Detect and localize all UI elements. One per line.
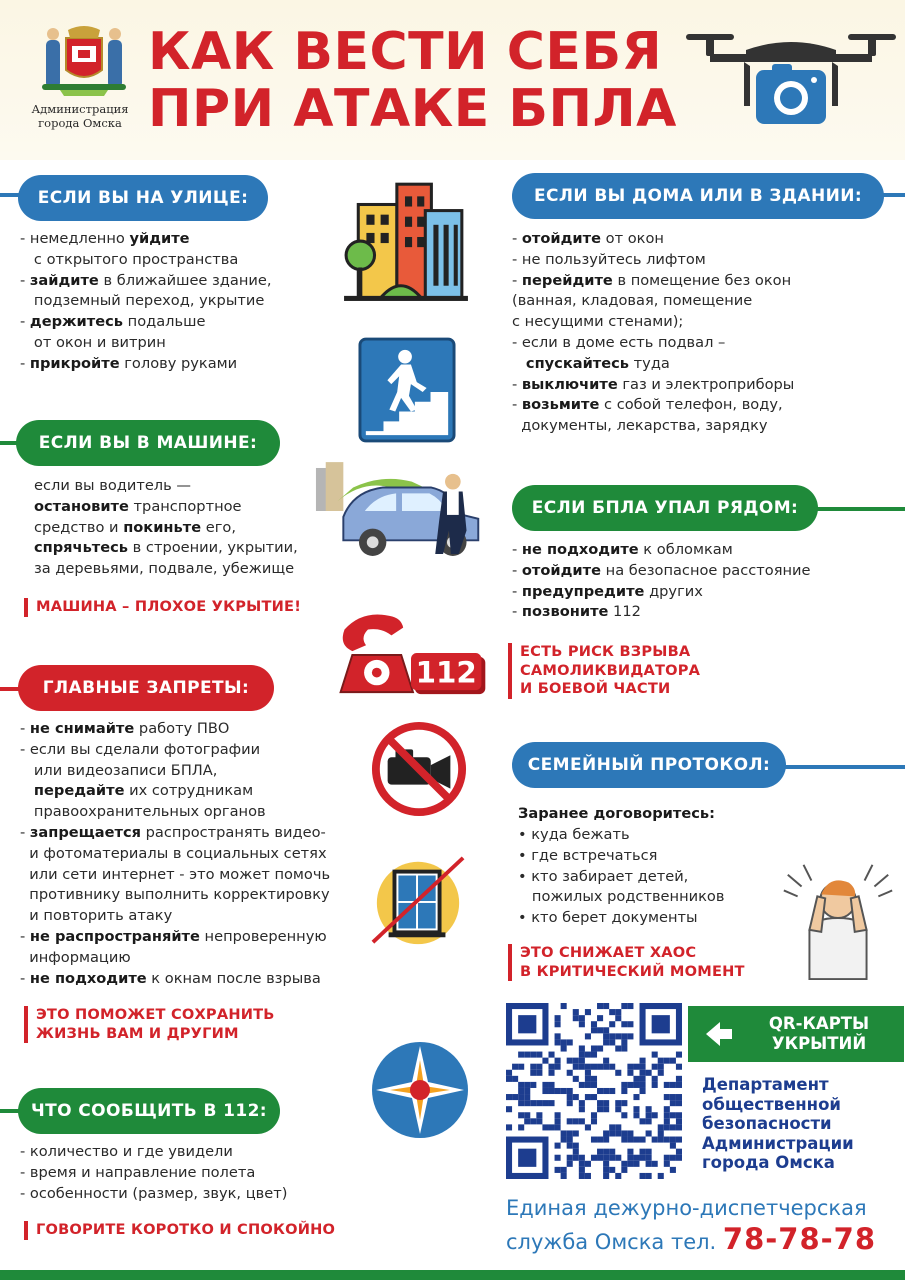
bans-section-title: ГЛАВНЫЕ ЗАПРЕТЫ: xyxy=(18,665,274,711)
list-item: средство и покиньте его, xyxy=(34,518,236,536)
list-item: подземный переход, укрытие xyxy=(20,292,265,310)
list-item: - отойдите от окон xyxy=(512,230,664,247)
dispatch-phone-number[interactable]: 78-78-78 xyxy=(722,1222,877,1256)
list-item: пожилых родственников xyxy=(518,888,725,906)
bans-warning-line-2: ЖИЗНЬ ВАМ И ДРУГИМ xyxy=(36,1024,239,1042)
car-section-title: ЕСЛИ ВЫ В МАШИНЕ: xyxy=(16,420,280,466)
home-list xyxy=(512,229,794,437)
family-lead: Заранее договоритесь: xyxy=(518,805,715,822)
bans-warning-line-1: ЭТО ПОМОЖЕТ СОХРАНИТЬ xyxy=(36,1006,275,1023)
list-item: • куда бежать xyxy=(518,826,630,843)
list-item: и фотоматериалы в социальных сетях xyxy=(20,844,327,862)
drone-camera-icon xyxy=(686,24,896,134)
list-item: • кто берет документы xyxy=(518,909,698,927)
scared-person-icon xyxy=(774,860,902,980)
list-item: противнику выполнить корректировку xyxy=(20,886,330,904)
fallen-warning xyxy=(508,643,700,699)
car-list xyxy=(34,476,298,580)
list-item: или сети интернет - это может помочь xyxy=(20,865,331,883)
list-item: документы, лекарства, зарядку xyxy=(512,417,768,435)
qr-code[interactable] xyxy=(506,1003,682,1179)
city-buildings-icon xyxy=(340,172,472,304)
list-item: - зайдите в ближайшее здание, xyxy=(20,271,272,289)
page-title xyxy=(148,24,688,138)
fallen-section-title: ЕСЛИ БПЛА УПАЛ РЯДОМ: xyxy=(512,485,818,531)
list-item: - количество и где увидели xyxy=(20,1143,233,1160)
car-warning: МАШИНА – ПЛОХОЕ УКРЫТИЕ! xyxy=(24,598,301,617)
family-section-title: СЕМЕЙНЫЙ ПРОТОКОЛ: xyxy=(512,742,786,788)
list-item: - если вы сделали фотографии xyxy=(20,740,261,758)
list-item: с открытого пространства xyxy=(20,250,239,268)
family-warning xyxy=(508,944,745,981)
street-section-title: ЕСЛИ ВЫ НА УЛИЦЕ: xyxy=(18,175,268,221)
list-item: - время и направление полета xyxy=(20,1163,256,1181)
list-item: - прикройте голову руками xyxy=(20,354,238,372)
list-item: передайте их сотрудникам xyxy=(33,782,254,800)
list-item: - выключите газ и электроприборы xyxy=(512,375,795,393)
dispatch-service xyxy=(506,1193,896,1258)
list-item: - отойдите на безопасное расстояние xyxy=(512,561,811,579)
family-accent-line xyxy=(775,765,905,769)
phone-112-icon xyxy=(332,610,490,698)
dispatch-service-line-1: Единая дежурно-диспетчерская xyxy=(506,1196,867,1220)
no-filming-icon xyxy=(370,720,468,818)
dispatch-service-line-2: служба Омска тел. xyxy=(506,1230,723,1254)
list-item: - перейдите в помещение без окон xyxy=(512,271,792,289)
admin-name: Администрация города Омска xyxy=(31,102,129,130)
list-item: - не снимайте работу ПВО xyxy=(20,720,230,737)
list-item: если вы водитель — xyxy=(34,477,191,494)
list-item: • где встречаться xyxy=(518,846,658,864)
list-item: - если в доме есть подвал – xyxy=(512,333,726,351)
list-item: (ванная, кладовая, помещение xyxy=(512,292,753,310)
family-warning-line-2: В КРИТИЧЕСКИЙ МОМЕНТ xyxy=(520,962,745,980)
no-window-icon xyxy=(368,852,468,950)
emergency-star-icon xyxy=(370,1040,470,1140)
report-accent-line xyxy=(0,1109,20,1113)
list-item: - запрещается распространять видео- xyxy=(20,823,326,841)
list-item: - возьмите с собой телефон, воду, xyxy=(512,396,783,414)
report112-warning: ГОВОРИТЕ КОРОТКО И СПОКОЙНО xyxy=(24,1221,335,1240)
list-item: - предупредите других xyxy=(512,582,703,600)
list-item: и повторить атаку xyxy=(20,907,173,925)
title-line-1: КАК ВЕСТИ СЕБЯ xyxy=(148,22,663,82)
list-item: с несущими стенами); xyxy=(512,313,684,331)
list-item: - не пользуйтесь лифтом xyxy=(512,250,706,268)
city-crest-icon xyxy=(38,20,130,100)
qr-shelter-maps-button[interactable] xyxy=(688,1006,904,1062)
footer-bar xyxy=(0,1270,905,1280)
list-item: или видеозаписи БПЛА, xyxy=(20,761,218,779)
bans-warning xyxy=(24,1006,275,1043)
arrow-left-icon xyxy=(704,1019,734,1049)
fallen-warning-line-1: ЕСТЬ РИСК ВЗРЫВА xyxy=(520,643,691,660)
title-line-2: ПРИ АТАКЕ БПЛА xyxy=(148,79,677,139)
list-item: спрячьтесь в строении, укрытии, xyxy=(34,539,298,557)
home-section-title: ЕСЛИ ВЫ ДОМА ИЛИ В ЗДАНИИ: xyxy=(512,173,884,219)
list-item: правоохранительных органов xyxy=(20,803,266,821)
fallen-list xyxy=(512,540,811,623)
phone-icon-number: 112 xyxy=(415,655,477,690)
list-item: от окон и витрин xyxy=(20,333,166,351)
list-item: спускайтесь туда xyxy=(525,354,670,372)
fallen-warning-line-2: САМОЛИКВИДАТОРА xyxy=(520,661,701,679)
list-item: информацию xyxy=(20,948,131,966)
list-item: - не подходите к обломкам xyxy=(512,541,733,558)
list-item: - немедленно уйдите xyxy=(20,230,190,247)
car-driver-icon xyxy=(314,462,490,560)
underground-passage-sign-icon xyxy=(358,336,456,444)
bans-list xyxy=(20,719,330,989)
street-list xyxy=(20,229,271,375)
list-item: - особенности (размер, звук, цвет) xyxy=(20,1184,288,1202)
family-warning-line-1: ЭТО СНИЖАЕТ ХАОС xyxy=(520,944,697,961)
department-name: Департамент общественной безопасности Администрации города Омска xyxy=(702,1075,854,1172)
qr-label-text: QR-КАРТЫ УКРЫТИЙ xyxy=(768,1014,870,1053)
list-item: за деревьями, подвале, убежище xyxy=(34,560,295,578)
list-item: - позвоните 112 xyxy=(512,603,641,621)
bans-accent-line xyxy=(0,687,20,691)
list-item: - держитесь подальше xyxy=(20,313,206,331)
report112-section-title: ЧТО СООБЩИТЬ В 112: xyxy=(18,1088,280,1134)
family-list xyxy=(518,825,724,929)
fallen-accent-line xyxy=(815,507,905,511)
list-item: - не распространяйте непроверенную xyxy=(20,927,327,945)
list-item: • кто забирает детей, xyxy=(518,867,689,885)
list-item: остановите транспортное xyxy=(34,497,242,515)
street-accent-line xyxy=(0,193,20,197)
list-item: - не подходите к окнам после взрыва xyxy=(20,969,321,987)
fallen-warning-line-3: И БОЕВОЙ ЧАСТИ xyxy=(520,680,671,697)
report112-list xyxy=(20,1142,287,1204)
